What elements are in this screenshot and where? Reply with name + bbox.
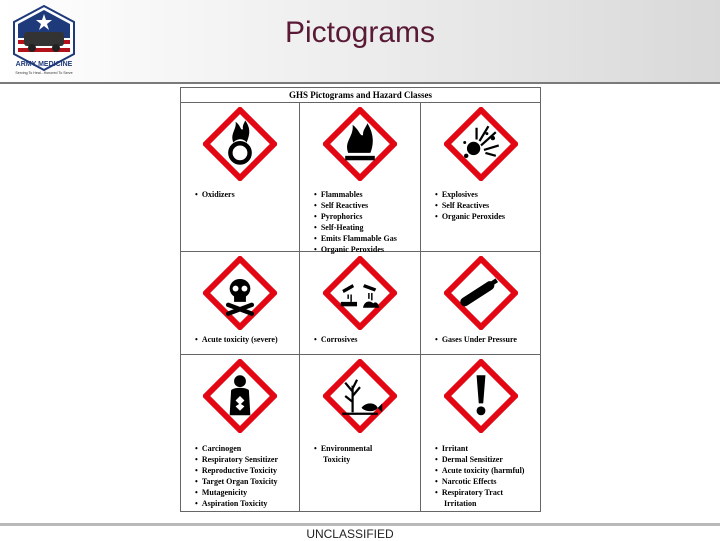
hazard-class: • Aspiration Toxicity: [195, 498, 297, 509]
environment-icon: [323, 359, 397, 433]
hazard-class: • Carcinogen: [195, 443, 297, 454]
hazard-class: • Emits Flammable Gas: [314, 233, 418, 244]
hazard-class-list: [435, 189, 538, 222]
slide-title: Pictograms: [284, 16, 436, 49]
hazard-class-list: [314, 443, 418, 465]
hazard-class: • Target Organ Toxicity: [195, 476, 297, 487]
health-hazard-icon: [203, 359, 277, 433]
figure-title: GHS Pictograms and Hazard Classes: [181, 88, 540, 103]
gas-cylinder-icon: [444, 256, 518, 330]
hazard-class: • Organic Peroxides: [314, 244, 418, 255]
cell-corrosives: [300, 252, 421, 355]
hazard-class: • Respiratory Tract: [435, 487, 538, 498]
classification-label: UNCLASSIFIED: [306, 527, 394, 541]
hazard-class: • Self Reactives: [435, 200, 538, 211]
pictogram-grid: [181, 103, 540, 512]
hazard-class: • Environmental: [314, 443, 418, 454]
classification-footer: [0, 527, 720, 541]
cell-explosives: [421, 103, 540, 252]
slide-header: [0, 0, 720, 82]
hazard-class: • Pyrophorics: [314, 211, 418, 222]
hazard-class-list: [195, 443, 297, 509]
hazard-class: • Mutagenicity: [195, 487, 297, 498]
logo-tagline: Serving To Heal...Honored To Serve: [15, 71, 73, 75]
hazard-class: • Explosives: [435, 189, 538, 200]
hazard-class: • Self Reactives: [314, 200, 418, 211]
hazard-class: • Acute toxicity (severe): [195, 334, 297, 345]
logo-text: ARMY MEDICINE: [15, 61, 73, 68]
hazard-class: • Irritant: [435, 443, 538, 454]
hazard-class: • Flammables: [314, 189, 418, 200]
hazard-class: • Corrosives: [314, 334, 418, 345]
hazard-class: • Dermal Sensitizer: [435, 454, 538, 465]
hazard-class-list: [435, 443, 538, 509]
hazard-class-list: [195, 189, 297, 200]
hazard-class: • Acute toxicity (harmful): [435, 465, 538, 476]
skull-crossbones-icon: [203, 256, 277, 330]
cell-flammables: [300, 103, 421, 252]
hazard-class: • Reproductive Toxicity: [195, 465, 297, 476]
ghs-pictogram-figure: [180, 87, 541, 512]
cell-environment: [300, 355, 421, 512]
hazard-class-list: [314, 189, 418, 255]
hazard-class: • Narcotic Effects: [435, 476, 538, 487]
hazard-class-continuation: Irritation: [444, 499, 477, 508]
flame-icon: [323, 107, 397, 181]
hazard-class-list: [314, 334, 418, 345]
hazard-class: • Gases Under Pressure: [435, 334, 538, 345]
exploding-bomb-icon: [444, 107, 518, 181]
hazard-class-continuation: Toxicity: [323, 455, 351, 464]
flame-over-circle-icon: [203, 107, 277, 181]
hazard-class-list: [435, 334, 538, 345]
exclamation-mark-icon: [444, 359, 518, 433]
hazard-class: • Organic Peroxides: [435, 211, 538, 222]
hazard-class: • Respiratory Sensitizer: [195, 454, 297, 465]
cell-gases: [421, 252, 540, 355]
cell-acute-toxicity: [181, 252, 300, 355]
cell-irritant: [421, 355, 540, 512]
hazard-class: • Self-Heating: [314, 222, 418, 233]
cell-health-hazard: [181, 355, 300, 512]
cell-oxidizers: [181, 103, 300, 252]
hazard-class-list: [195, 334, 297, 345]
footer-divider: [0, 523, 720, 526]
corrosion-icon: [323, 256, 397, 330]
header-divider: [0, 82, 720, 84]
hazard-class: • Oxidizers: [195, 189, 297, 200]
